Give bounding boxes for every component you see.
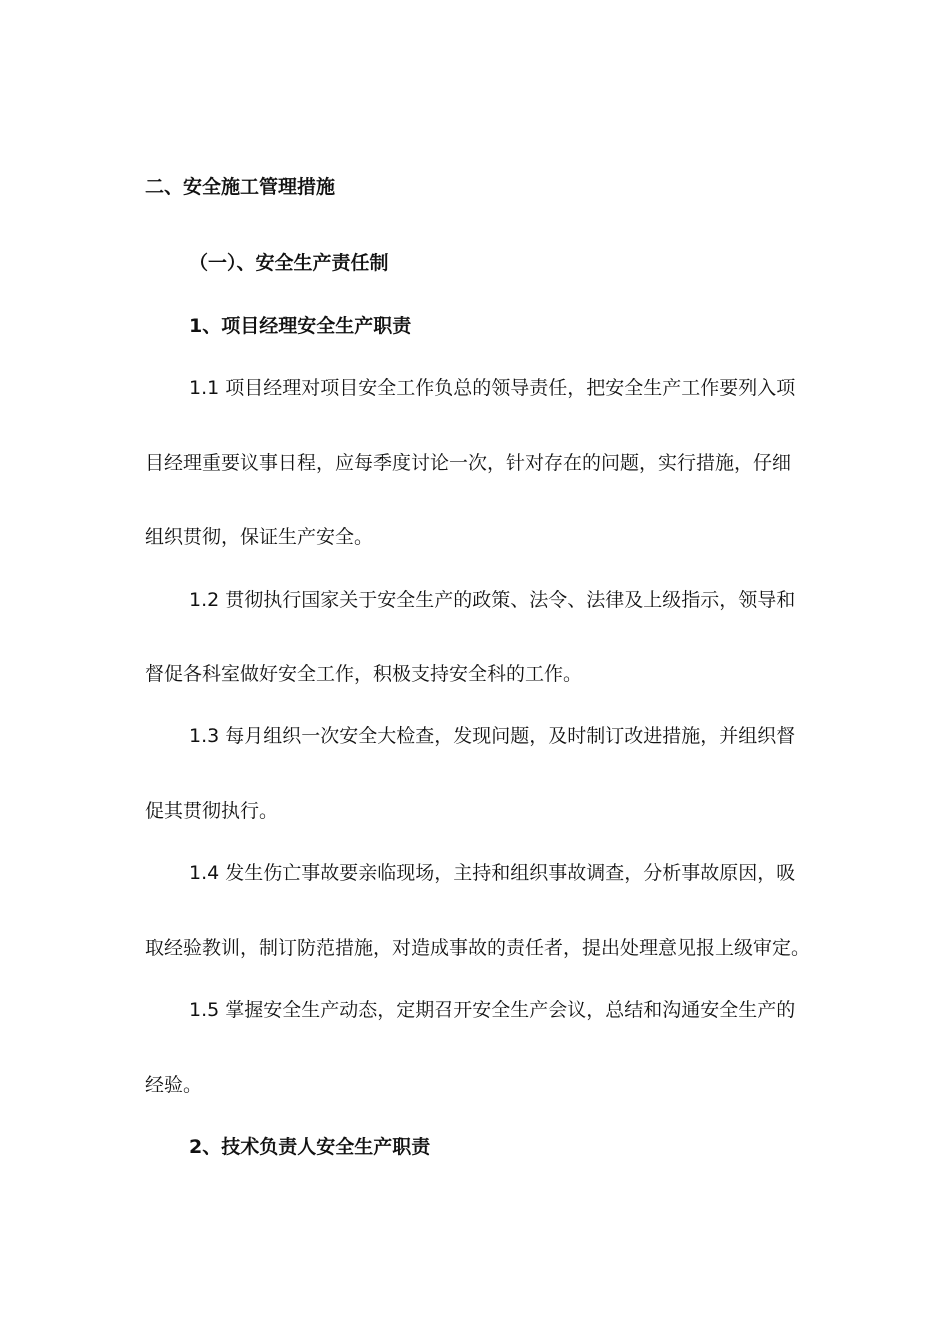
paragraph-1-3-line-1: 1.3 每月组织一次安全大检查，发现问题，及时制订改进措施，并组织督	[189, 725, 796, 747]
paragraph-1-5-line-1: 1.5 掌握安全生产动态，定期召开安全生产会议，总结和沟通安全生产的	[189, 999, 796, 1021]
paragraph-1-4-line-1: 1.4 发生伤亡事故要亲临现场，主持和组织事故调查，分析事故原因，吸	[189, 862, 796, 884]
paragraph-1-4-line-2: 取经验教训，制订防范措施，对造成事故的责任者，提出处理意见报上级审定。	[145, 937, 811, 959]
paragraph-1-1-line-2: 目经理重要议事日程，应每季度讨论一次，针对存在的问题，实行措施，仔细	[145, 452, 792, 474]
paragraph-1-1-line-3: 组织贯彻，保证生产安全。	[145, 526, 374, 548]
item2-heading: 2、技术负责人安全生产职责	[189, 1136, 431, 1158]
paragraph-1-2-line-1: 1.2 贯彻执行国家关于安全生产的政策、法令、法律及上级指示，领导和	[189, 589, 796, 611]
section-title: 二、安全施工管理措施	[145, 176, 336, 198]
paragraph-1-2-line-2: 督促各科室做好安全工作，积极支持安全科的工作。	[145, 663, 583, 685]
paragraph-1-1-line-1: 1.1 项目经理对项目安全工作负总的领导责任，把安全生产工作要列入项	[189, 377, 796, 399]
paragraph-1-3-line-2: 促其贯彻执行。	[145, 800, 279, 822]
item1-heading: 1、项目经理安全生产职责	[189, 315, 412, 337]
subsection-title: （一）、安全生产责任制	[189, 252, 389, 274]
paragraph-1-5-line-2: 经验。	[145, 1074, 203, 1096]
